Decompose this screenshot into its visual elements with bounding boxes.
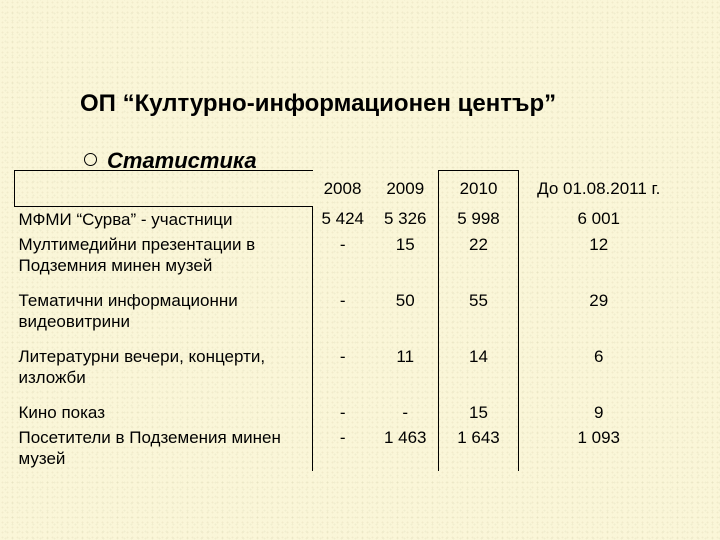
table-row xyxy=(15,344,679,400)
subtitle-text: Статистика xyxy=(107,148,257,173)
row-label: Литературни вечери, концерти, изложби xyxy=(18,346,266,387)
cell-2010: 15 xyxy=(439,400,519,425)
header-cell-2008: 2008 xyxy=(323,178,362,198)
row-label: Мултимедийни презентации в Подземния минен музей xyxy=(18,234,256,275)
table-row xyxy=(15,206,679,232)
cell-2010: 22 xyxy=(439,232,519,288)
cell-2010: 14 xyxy=(439,344,519,400)
row-label: Тематични информационни видеовитрини xyxy=(18,290,238,331)
cell-2011: 29 xyxy=(589,290,609,310)
header-cell-empty xyxy=(15,171,313,207)
cell-2009: 15 xyxy=(373,232,439,288)
cell-2010: 1 643 xyxy=(439,425,519,471)
slide-title: ОП “Културно-информационен център” xyxy=(80,90,557,117)
cell-2011: 12 xyxy=(589,234,609,254)
cell-2008: 5 424 xyxy=(313,206,373,232)
table-row xyxy=(15,425,679,471)
table-row xyxy=(15,400,679,425)
statistics-table xyxy=(14,170,679,471)
cell-2009: 5 326 xyxy=(373,206,439,232)
row-label: Кино показ xyxy=(18,402,105,422)
cell-2011: 1 093 xyxy=(577,427,621,447)
cell-2010: 5 998 xyxy=(439,206,519,232)
table-row xyxy=(15,288,679,344)
cell-2009: 50 xyxy=(373,288,439,344)
row-label: МФМИ “Сурва” - участници xyxy=(18,209,233,229)
cell-2009: - xyxy=(373,400,439,425)
cell-2008: - xyxy=(313,288,373,344)
cell-2009: 11 xyxy=(373,344,439,400)
header-cell-2010: 2010 xyxy=(439,171,519,207)
cell-2008: - xyxy=(313,425,373,471)
cell-2009: 1 463 xyxy=(373,425,439,471)
row-label: Посетители в Подземения минен музей xyxy=(18,427,281,468)
table-header-row xyxy=(15,171,679,207)
cell-2010: 55 xyxy=(439,288,519,344)
table-row xyxy=(15,232,679,288)
cell-2011: 6 xyxy=(594,346,604,366)
circle-bullet-icon xyxy=(84,153,97,166)
cell-2008: - xyxy=(313,344,373,400)
header-cell-2009: 2009 xyxy=(373,171,439,207)
cell-2011: 6 001 xyxy=(577,209,621,228)
cell-2011: 9 xyxy=(594,402,604,422)
header-cell-2011: До 01.08.2011 г. xyxy=(537,178,661,198)
cell-2008: - xyxy=(313,400,373,425)
cell-2008: - xyxy=(313,232,373,288)
